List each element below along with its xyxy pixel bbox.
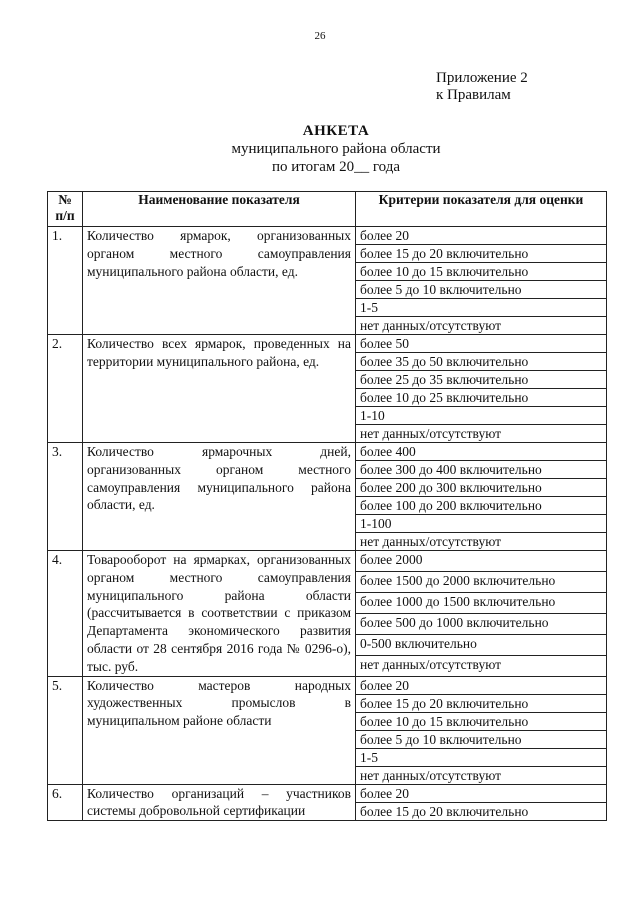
criterion-cell: более 300 до 400 включительно [356,461,607,479]
criterion-cell: 1-100 [356,515,607,533]
header-number-line2: п/п [55,208,75,223]
appendix-reference [436,70,528,104]
table-row [48,551,607,572]
criterion-cell: более 5 до 10 включительно [356,281,607,299]
row-number: 3. [48,443,83,551]
row-number: 6. [48,784,83,821]
document-period: по итогам 20__ года [271,159,401,175]
criterion-cell: нет данных/отсутствуют [356,655,607,676]
criterion-cell: нет данных/отсутствуют [356,533,607,551]
row-number: 4. [48,551,83,677]
header-number [48,192,83,227]
table-row [48,676,607,694]
criterion-cell: более 20 [356,227,607,245]
criterion-cell: 0-500 включительно [356,634,607,655]
criterion-cell: более 15 до 20 включительно [356,694,607,712]
criterion-cell: более 200 до 300 включительно [356,479,607,497]
indicator-name: Количество ярмарок, организованных органом местного самоуправления муниципального района области, ед. [83,227,356,335]
criterion-cell: более 1500 до 2000 включительно [356,571,607,592]
page-number: 26 [314,30,326,42]
header-indicator-name: Наименование показателя [83,192,356,227]
criterion-cell: нет данных/отсутствуют [356,766,607,784]
criterion-cell: более 10 до 15 включительно [356,712,607,730]
indicator-name: Количество всех ярмарок, проведенных на территории муниципального района, ед. [83,335,356,443]
row-number: 1. [48,227,83,335]
row-number: 5. [48,676,83,784]
document-title: АНКЕТА [302,123,370,139]
table-header-row [48,192,607,227]
criterion-cell: более 100 до 200 включительно [356,497,607,515]
table-row [48,784,607,802]
criterion-cell: 1-5 [356,748,607,766]
criterion-cell: более 20 [356,784,607,802]
indicator-name: Количество ярмарочных дней, организованных органом местного самоуправления муниципального района области, ед. [83,443,356,551]
header-number-line1: № [58,192,72,207]
indicator-name: Количество организаций – участников системы добровольной сертификации [83,784,356,821]
table-row [48,335,607,353]
criterion-cell: нет данных/отсутствуют [356,317,607,335]
criterion-cell: более 15 до 20 включительно [356,802,607,820]
table-row [48,227,607,245]
questionnaire-table [47,191,607,821]
criterion-cell: более 25 до 35 включительно [356,371,607,389]
criterion-cell: 1-5 [356,299,607,317]
criterion-cell: 1-10 [356,407,607,425]
row-number: 2. [48,335,83,443]
criterion-cell: более 400 [356,443,607,461]
table-row [48,443,607,461]
criterion-cell: более 2000 [356,551,607,572]
criterion-cell: более 500 до 1000 включительно [356,613,607,634]
document-heading [0,122,640,176]
criterion-cell: нет данных/отсутствуют [356,425,607,443]
criterion-cell: более 10 до 15 включительно [356,263,607,281]
table-body [48,227,607,821]
criterion-cell: более 50 [356,335,607,353]
appendix-line-2: к Правилам [436,87,511,103]
criterion-cell: более 15 до 20 включительно [356,245,607,263]
criterion-cell: более 20 [356,676,607,694]
indicator-name: Товарооборот на ярмарках, организованных органом местного самоуправления муниципального района области (рассчитывается в соответствии с приказом Департамента экономического развития области от 28 сентября 2016 года № 0296-о), тыс. руб. [83,551,356,677]
document-subtitle: муниципального района области [231,141,441,157]
criterion-cell: более 10 до 25 включительно [356,389,607,407]
header-criteria: Критерии показателя для оценки [356,192,607,227]
indicator-name: Количество мастеров народных художественных промыслов в муниципальном районе области [83,676,356,784]
criterion-cell: более 35 до 50 включительно [356,353,607,371]
criterion-cell: более 5 до 10 включительно [356,730,607,748]
appendix-line-1: Приложение 2 [436,70,528,86]
criterion-cell: более 1000 до 1500 включительно [356,592,607,613]
